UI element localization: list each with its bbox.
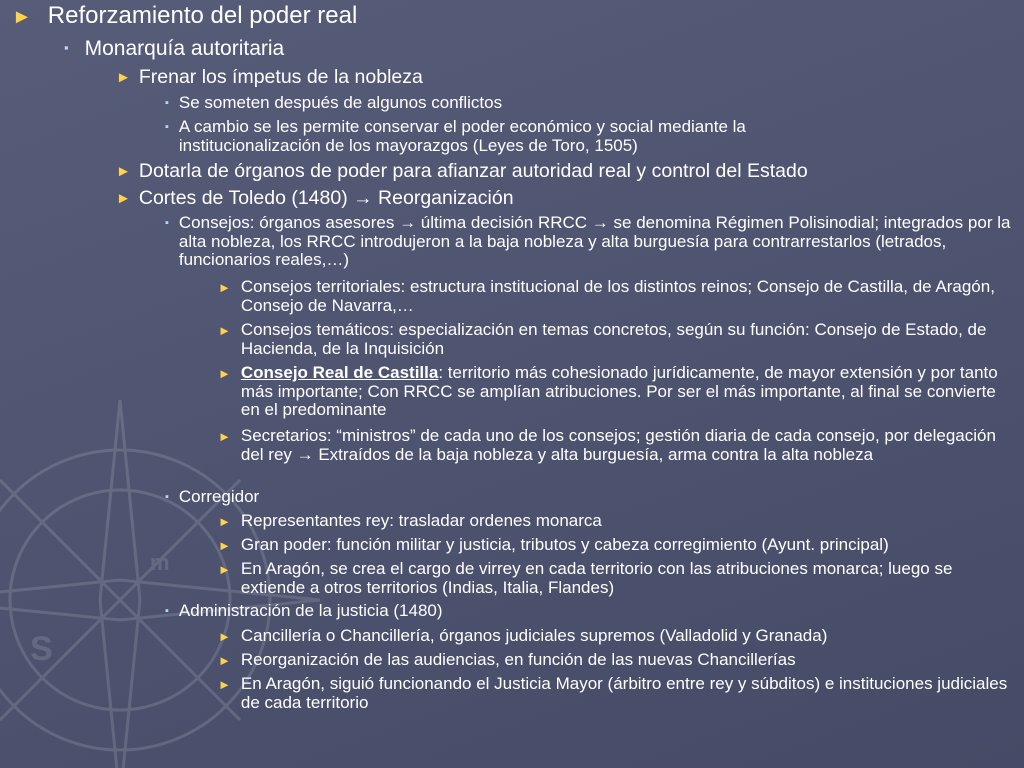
bullet-item xyxy=(218,364,1008,420)
item-text: Secretarios: “ministros” de cada uno de los consejos; gestión diaria de cada consejo, por delegación del rey → Extraídos de la baja nobleza y alta burguesía, arma contra la alta nobleza xyxy=(240,426,996,464)
item-text: Representantes rey: trasladar ordenes monarca xyxy=(240,511,602,530)
item-text: Se someten después de algunos conflictos xyxy=(178,93,503,112)
item-text: Cortes de Toledo (1480) → Reorganización xyxy=(138,187,514,209)
bullet-item xyxy=(165,214,1015,270)
triangle-bullet-icon: ► xyxy=(12,6,32,28)
item-text: Consejos temáticos: especialización en temas concretos, según su función: Consejo de Estado, de Hacienda, de la Inquisición xyxy=(240,320,987,358)
item-text: Gran poder: función militar y justicia, tributos y cabeza corregimiento (Ayunt. principal) xyxy=(240,535,889,554)
item-text xyxy=(241,364,1008,420)
bullet-item xyxy=(218,321,1008,358)
triangle-bullet-icon: ► xyxy=(218,562,231,577)
triangle-bullet-icon: ► xyxy=(218,280,231,295)
item-text: Cancillería o Chancillería, órganos judiciales supremos (Valladolid y Granada) xyxy=(240,626,828,645)
bullet-item xyxy=(64,37,284,61)
item-text: En Aragón, siguió funcionando el Justicia Mayor (árbitro entre rey y súbditos) e instituciones judiciales de cada territorio xyxy=(240,674,1008,712)
triangle-bullet-icon: ► xyxy=(116,163,131,180)
item-text: Reforzamiento del poder real xyxy=(47,2,358,29)
item-text: Dotarla de órganos de poder para afianzar autoridad real y control del Estado xyxy=(138,160,808,182)
item-text: A cambio se les permite conservar el poder económico y social mediante la institucionalización de los mayorazgos (Leyes de Toro, 1505) xyxy=(178,117,746,155)
bold-term: Consejo Real de Castilla xyxy=(240,363,439,382)
square-bullet-icon: ▪ xyxy=(165,217,169,229)
item-text: Monarquía autoritaria xyxy=(84,37,285,60)
triangle-bullet-icon: ► xyxy=(218,538,231,553)
item-text: Consejos territoriales: estructura institucional de los distintos reinos; Consejo de Castilla, de Aragón, Consejo de Navarra,… xyxy=(240,277,995,315)
bullet-item xyxy=(165,488,259,507)
bullet-item xyxy=(218,512,1008,531)
bullet-item xyxy=(116,188,514,210)
square-bullet-icon: ▪ xyxy=(165,491,169,503)
bullet-item xyxy=(12,3,357,31)
item-text: En Aragón, se crea el cargo de virrey en cada territorio con las atribuciones monarca; luego se extiende a otros territorios (Indias, Italia, Flandes) xyxy=(240,559,953,597)
triangle-bullet-icon: ► xyxy=(218,323,231,338)
item-text: Administración de la justicia (1480) xyxy=(178,601,443,620)
item-text: Reorganización de las audiencias, en función de las nuevas Chancillerías xyxy=(240,650,796,669)
triangle-bullet-icon: ► xyxy=(116,69,131,86)
item-text: Frenar los ímpetus de la nobleza xyxy=(138,66,423,88)
item-text: Consejos: órganos asesores → última decisión RRCC → se denomina Régimen Polisinodial; integrados por la alta nobleza, los RRCC introdujeron a la baja nobleza y alta burguesía para contrarrestarlos (letrados, funcionarios reales,…) xyxy=(178,213,1011,269)
bullet-item xyxy=(165,118,865,155)
triangle-bullet-icon: ► xyxy=(218,366,231,381)
triangle-bullet-icon: ► xyxy=(218,677,231,692)
triangle-bullet-icon: ► xyxy=(218,653,231,668)
item-text-rest: : territorio más cohesionado jurídicamente, de mayor extensión y por tanto más importante; Con RRCC se amplían atribuciones. Por ser el más importante, al final se convierte en el predominante xyxy=(240,363,998,419)
item-text: Corregidor xyxy=(178,487,260,506)
bullet-item xyxy=(218,675,1008,712)
bullet-item xyxy=(218,278,1008,315)
bullet-item xyxy=(218,536,1018,555)
square-bullet-icon: ▪ xyxy=(165,121,169,133)
svg-text:m: m xyxy=(150,550,170,575)
triangle-bullet-icon: ► xyxy=(116,190,131,207)
bullet-item xyxy=(116,67,423,89)
square-bullet-icon: ▪ xyxy=(165,97,169,109)
triangle-bullet-icon: ► xyxy=(218,429,231,444)
bullet-item xyxy=(165,602,443,621)
bullet-item xyxy=(218,427,1008,464)
square-bullet-icon: ▪ xyxy=(64,40,69,55)
bullet-item xyxy=(116,161,996,183)
square-bullet-icon: ▪ xyxy=(165,605,169,617)
triangle-bullet-icon: ► xyxy=(218,629,231,644)
svg-text:S: S xyxy=(30,630,53,668)
bullet-item xyxy=(218,627,1008,646)
bullet-item xyxy=(218,560,1008,597)
triangle-bullet-icon: ► xyxy=(218,514,231,529)
bullet-item xyxy=(165,94,855,113)
bullet-item xyxy=(218,651,1008,670)
